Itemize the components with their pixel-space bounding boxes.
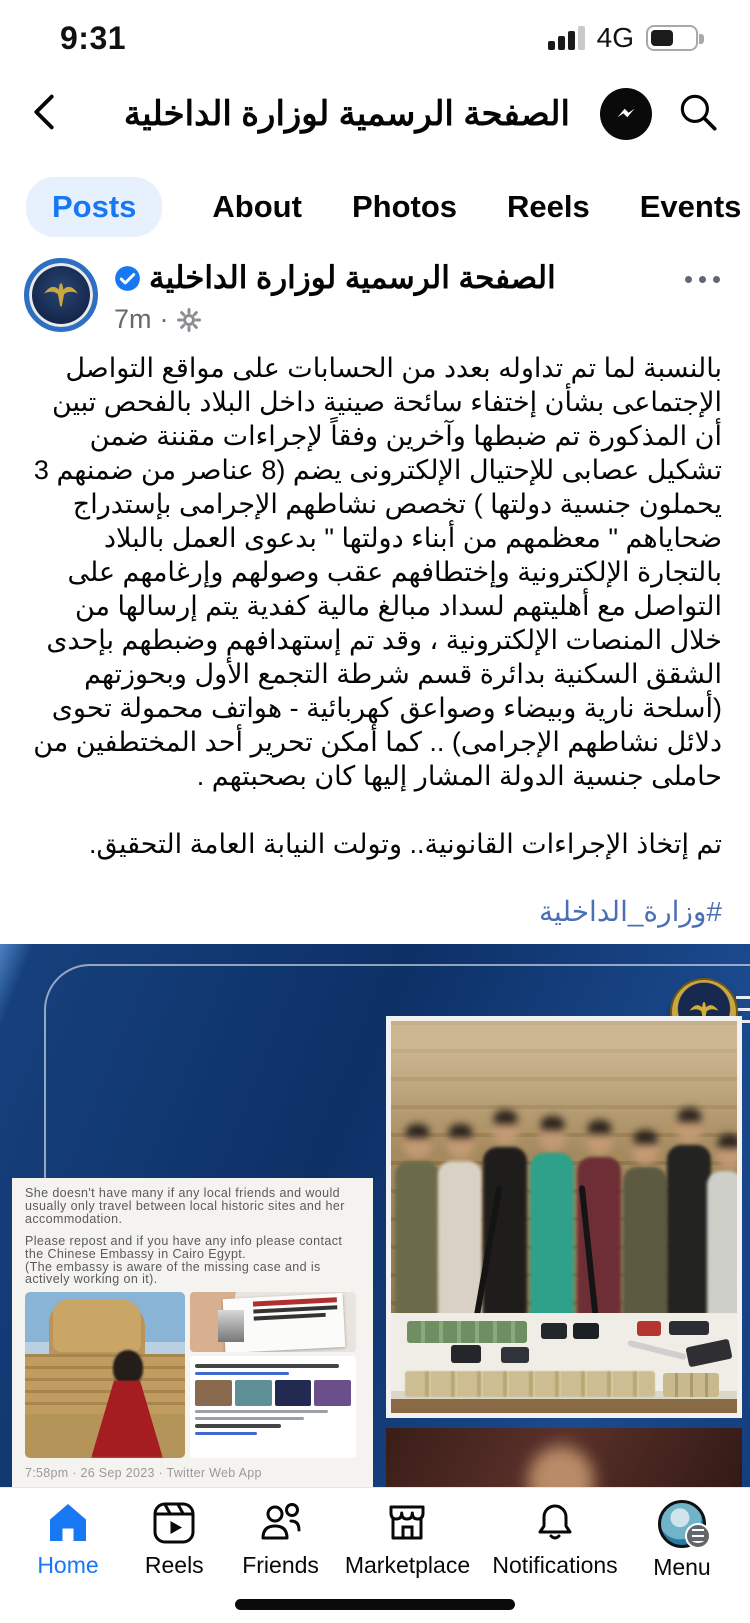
evidence-table [391,1313,737,1413]
clock: 9:31 [60,19,127,56]
tab-events[interactable]: Events [639,189,742,224]
search-results-thumbnail [190,1356,356,1458]
back-button[interactable] [24,90,74,139]
post-text-closing: تم إتخاذ الإجراءات القانونية.. وتولت النيابة العامة التحقيق. [88,829,722,859]
post-meta: 7m · [114,304,556,335]
tweet-text-3: (The embassy is aware of the missing case and is actively working on it). [25,1259,321,1287]
back-icon [36,96,51,127]
nav-menu[interactable]: Menu [640,1500,724,1623]
tweet-screenshot [12,1178,373,1519]
search-button[interactable] [674,88,722,141]
page-header [0,62,750,166]
post-text-paragraph: بالنسبة لما تم تداوله بعدد من الحسابات على مواقع التواصل الإجتماعى بشأن إختفاء سائحة صينية داخل البلاد بالفحص تبين أن المذكورة تم ضبطها وآخرين وفقاً لإجراءات مقننة ضمن تشكيل عصابى للإحتيال الإلكترونى يضم (8 عناصر من ضمنهم 3 يحملون جنسية دولتها ) تخصص نشاطهم الإجرامى بإستدراج ضحاياهم " معظمهم من أبناء دولتها " بدعوى العمل بالبلاد بالتجارة الإلكترونية وإختطافهم عقب وصولهم وإرغامهم على التواصل مع أهليتهم لسداد مبالغ مالية كفدية يتم إرسالها من خلال المنصات الإلكترونية ، وقد تم إستهدافهم وضبطهم بإحدى الشقق السكنية بدائرة قسم شرطة التجمع الأول وبحوزتهم (أسلحة نارية وبيضاء وصواعق كهربائية - هواتف محمولة تحوى دلائل نشاطهم الإجرامى) .. كما أمكن تحرير أحد المختطفين من حاملى جنسية الدولة المشار إليها كان بصحبتهم . [33,353,722,791]
post-attached-image[interactable] [0,944,750,1519]
page-title: الصفحة الرسمية لوزارة الداخلية [123,95,570,133]
nav-marketplace[interactable]: Marketplace [345,1500,470,1623]
tab-posts[interactable]: Posts [26,177,162,237]
post-timestamp: 7m [114,304,152,334]
tweet-text-1: She doesn't have many if any local friends and would usually only travel between local historic sites and her accommodation. [25,1186,345,1226]
privacy-gear-icon [177,308,201,332]
post-header [0,248,750,335]
messenger-icon [611,99,641,129]
notifications-icon [532,1500,578,1546]
post-body [0,335,750,861]
reels-icon [151,1500,197,1546]
avatar[interactable] [24,258,98,332]
signal-strength-icon [548,26,585,50]
marketplace-icon [384,1500,430,1546]
nav-reels[interactable]: Reels [132,1500,216,1623]
nav-friends[interactable]: Friends [239,1500,323,1623]
tourist-sphinx-photo [25,1292,185,1458]
seized-cash [405,1371,655,1397]
ministry-eagle-emblem [41,278,81,312]
status-bar [0,0,750,62]
messenger-button[interactable] [600,88,652,140]
nav-home[interactable]: Home [26,1500,110,1623]
nav-notifications[interactable]: Notifications [492,1500,617,1623]
tab-reels[interactable]: Reels [507,189,590,224]
friends-icon [258,1500,304,1546]
verified-badge-icon [114,265,141,292]
menu-avatar-icon [658,1500,706,1548]
home-indicator[interactable] [235,1599,515,1610]
suspects-group-photo [386,1016,742,1418]
tweet-text-2: Please repost and if you have any info please contact the Chinese Embassy in Cairo Egypt. [25,1233,343,1261]
tab-photos[interactable]: Photos [351,189,458,224]
tab-about[interactable]: About [212,189,302,224]
post-hashtag-link[interactable]: #وزارة_الداخلية [539,896,722,927]
more-options-icon[interactable] [685,276,720,283]
profile-tabs [0,166,750,248]
network-type-label: 4G [596,22,634,53]
battery-icon [646,25,698,51]
search-icon [674,88,722,136]
home-icon [45,1500,91,1546]
missing-person-poster-photo [190,1292,356,1352]
tweet-timestamp: 7:58pm · 26 Sep 2023 · Twitter Web App [25,1466,262,1481]
post-page-name[interactable]: الصفحة الرسمية لوزارة الداخلية [149,260,556,295]
